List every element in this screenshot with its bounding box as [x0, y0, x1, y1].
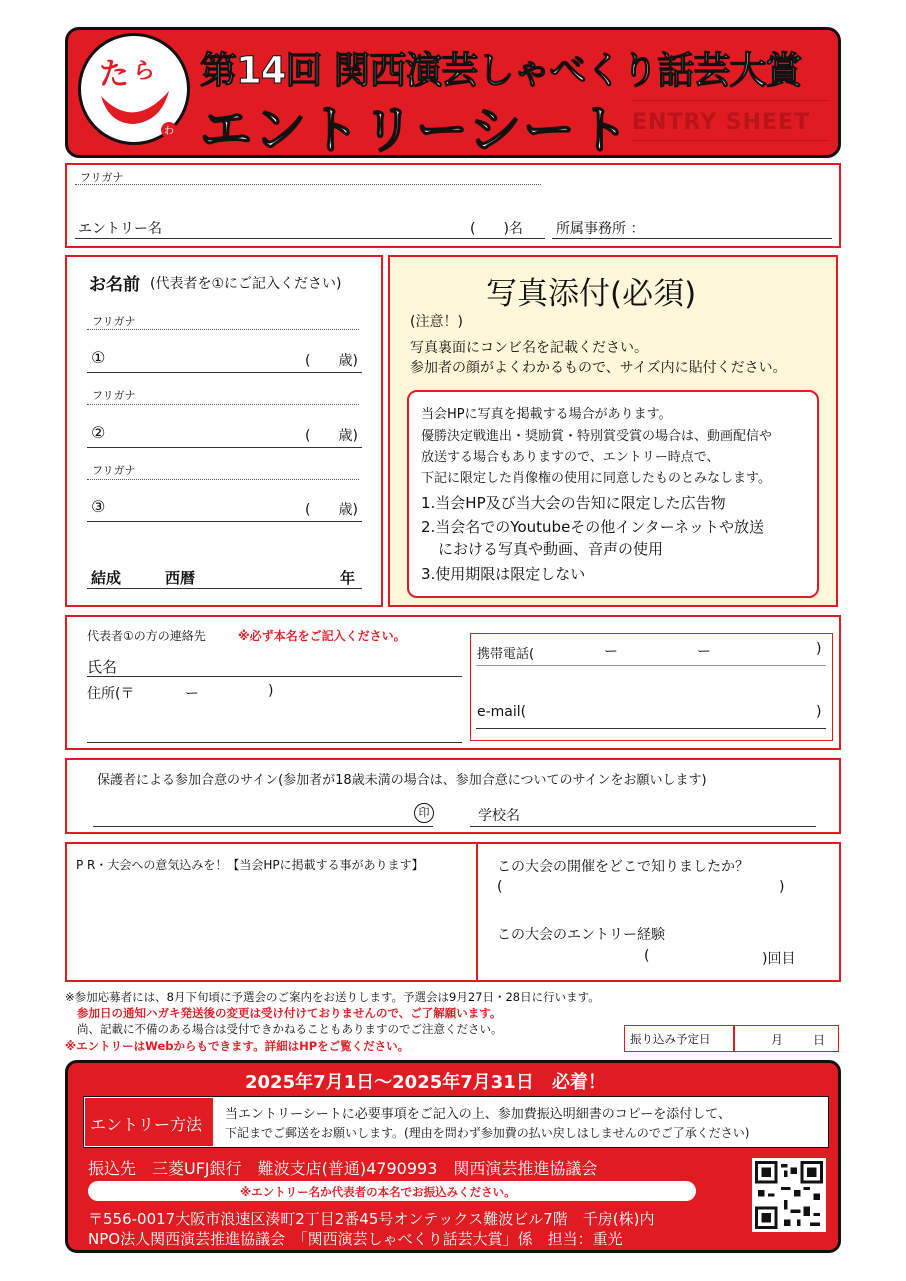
divider — [476, 843, 478, 981]
consent-text: 下記に限定した肖像権の使用に同意したものとみなします。 — [421, 471, 771, 486]
name-count: ( )名 — [470, 221, 523, 237]
furigana-line[interactable] — [87, 479, 359, 480]
consent-item: 2.当会名でのYoutubeその他インターネットや放送 — [421, 518, 764, 536]
name-label: 氏名 — [87, 658, 118, 676]
photo-instruction: 写真裏面にコンビ名を記載ください。 — [410, 340, 648, 356]
photo-instruction: 参加者の顔がよくわかるもので、サイズ内に貼付ください。 — [410, 360, 787, 376]
experience-open: ( — [644, 948, 650, 964]
note-text: 尚、記載に不備のある場合は受付できかねることもありますのでご注意ください。 — [77, 1022, 503, 1036]
seal-icon: 印 — [414, 803, 434, 823]
agency-label: 所属事務所 ： — [556, 221, 645, 237]
organization: NPO法人関西演芸推進協議会 「関西演芸しゃべくり話芸大賞」係 担当：重光 — [88, 1230, 623, 1248]
agency-field[interactable] — [552, 238, 832, 239]
member-number: ① — [91, 348, 106, 367]
experience-close: )回目 — [762, 951, 796, 967]
svg-text:た: た — [99, 57, 129, 92]
photo-note: (注意！) — [410, 314, 463, 330]
month-label: 月 — [771, 1033, 784, 1047]
school-label: 学校名 — [478, 808, 520, 824]
photo-title: 写真添付(必須) — [486, 276, 697, 312]
contact-heading: 代表者①の方の連絡先 — [87, 629, 206, 643]
entry-name-field[interactable] — [75, 238, 545, 239]
phone-field[interactable] — [476, 665, 826, 666]
experience-question: この大会のエントリー経験 — [497, 927, 665, 943]
entry-period: 2025年7月1日～2025年7月31日 必着！ — [245, 1072, 606, 1093]
postal-close: ) — [268, 683, 274, 699]
page-title: 第14回 関西演芸しゃべくり話芸大賞 — [200, 49, 802, 92]
age-label: ( 歳) — [305, 428, 358, 444]
age-label: ( 歳) — [305, 502, 358, 518]
year-label: 年 — [340, 569, 356, 587]
email-field[interactable] — [476, 728, 826, 729]
entry-name-section — [65, 163, 841, 248]
phone-close: ) — [816, 641, 822, 657]
email-label: e-mail( — [477, 704, 527, 720]
method-label: エントリー方法 — [90, 1115, 203, 1134]
pr-label: P R・大会への意気込みを！【当会HPに掲載する事があります】 — [76, 858, 424, 872]
age-label: ( 歳) — [305, 353, 358, 369]
members-heading: お名前 — [89, 275, 140, 295]
furigana-line[interactable] — [87, 404, 359, 405]
svg-text:わ: わ — [164, 126, 174, 137]
note-text: 参加日の通知ハガキ発送後の変更は受け付けておりませんので、ご了解願います。 — [77, 1006, 502, 1020]
consent-item: 3.使用期限は限定しない — [421, 565, 586, 583]
where-open: ( — [497, 879, 503, 895]
member-3-field[interactable] — [87, 521, 362, 522]
address-label: 住所(〒 — [87, 686, 135, 702]
logo-face-icon — [81, 36, 187, 142]
day-label: 日 — [813, 1033, 826, 1047]
contact-note: ※必ず本名をご記入ください。 — [238, 629, 406, 643]
note-text: ※エントリーはWebからもできます。詳細はHPをご覧ください。 — [65, 1039, 410, 1053]
consent-item: 1.当会HP及び当大会の告知に限定した広告物 — [421, 494, 726, 512]
guardian-sign-field[interactable] — [93, 826, 433, 827]
address-field[interactable] — [87, 742, 462, 743]
guardian-text: 保護者による参加合意のサイン(参加者が18歳未満の場合は、参加合意についてのサインをお願いします) — [97, 773, 707, 788]
consent-text: 放送する場合もありますので、エントリー時点で、 — [421, 450, 720, 465]
pr-textarea[interactable] — [76, 875, 466, 975]
member-2-field[interactable] — [87, 447, 362, 448]
school-field[interactable] — [470, 826, 816, 827]
consent-text: 優勝決定戦進出・奨励賞・特別賞受賞の場合は、動画配信や — [421, 429, 773, 444]
logo — [78, 33, 190, 145]
members-heading-note: (代表者を①にご記入ください) — [150, 276, 342, 292]
member-1-field[interactable] — [87, 372, 362, 373]
postal-address: 〒556-0017大阪市浪速区湊町2丁目2番45号オンテックス難波ビル7階 千房(株)内 — [88, 1210, 655, 1228]
phone-dash: ー — [604, 644, 618, 660]
furigana-label: フリガナ — [92, 389, 136, 402]
divider — [733, 1026, 735, 1051]
member-number: ③ — [91, 497, 106, 516]
method-text: 下記までご郵送をお願いします。(理由を問わず参加費の払い戻しはしませんのでご了承ください) — [225, 1126, 750, 1140]
where-close: ) — [779, 879, 785, 895]
furigana-label: フリガナ — [80, 171, 124, 184]
divider — [632, 100, 828, 101]
postal-dash: ー — [185, 686, 199, 702]
bank-info: 振込先 三菱UFJ銀行 難波支店(普通)4790993 関西演芸推進協議会 — [88, 1159, 598, 1178]
phone-dash: ー — [697, 644, 711, 660]
consent-text: 当会HPに写真を掲載する場合があります。 — [421, 407, 672, 422]
divider — [632, 140, 828, 141]
phone-label: 携帯電話( — [477, 647, 535, 662]
email-close: ) — [816, 704, 822, 720]
page-subtitle: エントリーシート — [200, 101, 631, 161]
svg-text:ら: ら — [133, 59, 156, 84]
entry-name-label: エントリー名 — [78, 221, 162, 237]
name-field[interactable] — [87, 676, 462, 677]
bank-note: ※エントリー名か代表者の本名でお振込みください。 — [240, 1185, 516, 1199]
qr-code-icon[interactable] — [752, 1158, 826, 1232]
member-number: ② — [91, 423, 106, 442]
where-field[interactable] — [510, 876, 770, 898]
note-text: ※参加応募者には、8月下旬頃に予選会のご案内をお送りします。予選会は9月27日・28日に行います。 — [65, 990, 600, 1004]
consent-item: における写真や動画、音声の使用 — [438, 540, 664, 558]
era-label: 西暦 — [165, 569, 196, 587]
formed-year-field[interactable] — [87, 588, 362, 589]
furigana-label: フリガナ — [92, 464, 136, 477]
furigana-label: フリガナ — [92, 315, 136, 328]
entry-sheet-label: ENTRY SHEET — [632, 110, 811, 135]
furigana-line[interactable] — [75, 184, 541, 185]
experience-field[interactable] — [656, 945, 756, 967]
where-question: この大会の開催をどこで知りましたか？ — [497, 859, 749, 875]
furigana-line[interactable] — [87, 329, 359, 330]
method-text: 当エントリーシートに必要事項をご記入の上、参加費振込明細書のコピーを添付して、 — [225, 1107, 731, 1122]
formed-label: 結成 — [91, 569, 122, 587]
transfer-label: 振り込み予定日 — [630, 1032, 711, 1046]
